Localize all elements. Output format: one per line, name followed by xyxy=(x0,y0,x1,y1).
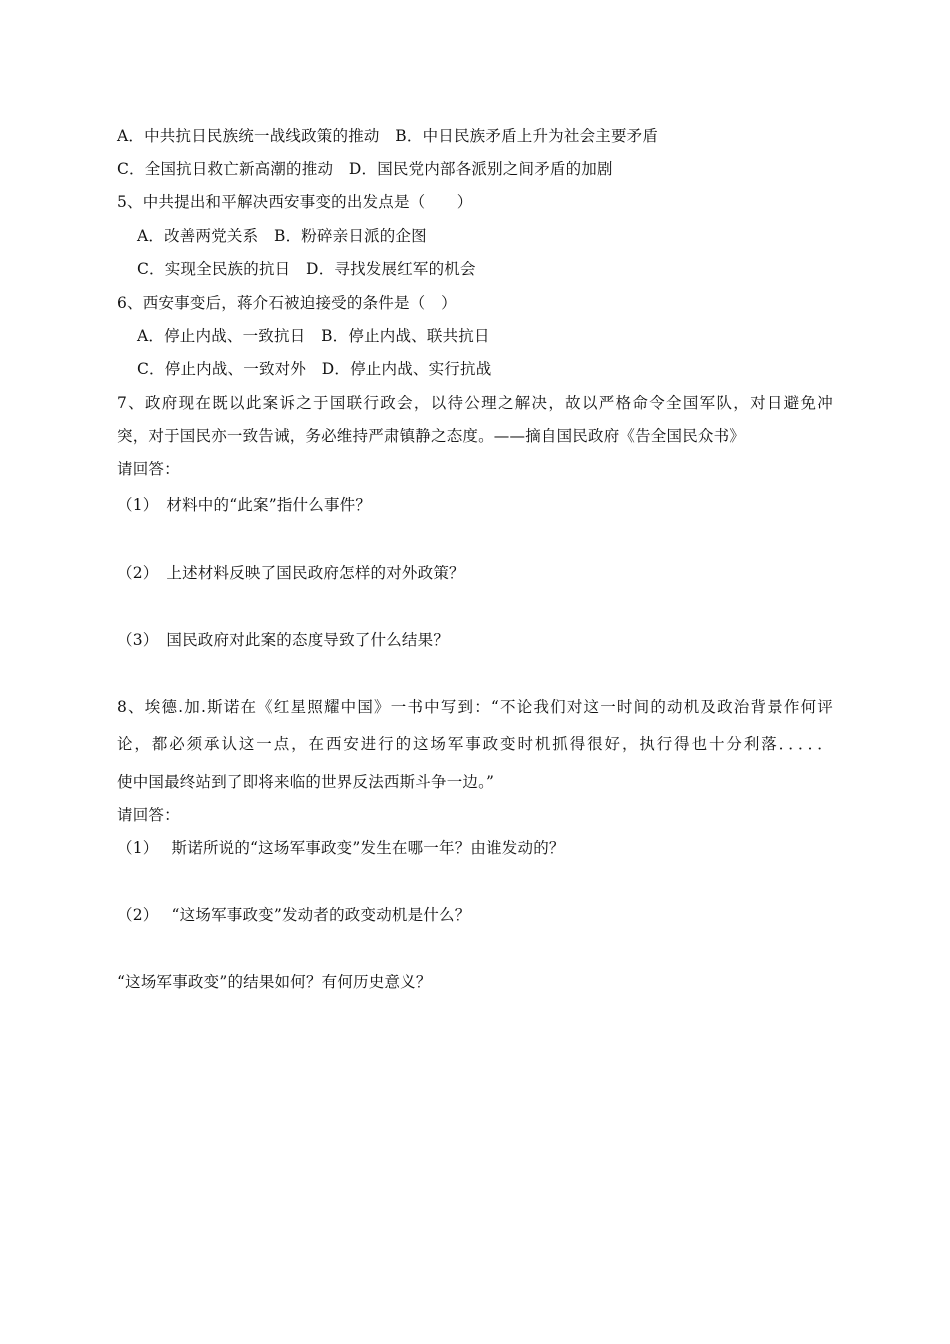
q7-answer-prompt: 请回答： xyxy=(117,460,180,478)
q8-answer-prompt: 请回答： xyxy=(117,806,180,824)
q8-subquestion-3: “这场军事政变”的结果如何？有何历史意义？ xyxy=(117,973,432,991)
q7-material-line-1: 7、政府现在既以此案诉之于国联行政会，以待公理之解决，故以严格命令全国军队，对日避免冲 xyxy=(117,394,833,412)
q6-question: 6、西安事变后，蒋介石被迫接受的条件是（ ） xyxy=(117,294,457,312)
q7-subquestion-3: （3） 国民政府对此案的态度导致了什么结果？ xyxy=(117,631,450,649)
q7-subquestion-2: （2） 上述材料反映了国民政府怎样的对外政策？ xyxy=(117,564,465,582)
q4-option-line-ab: A．中共抗日民族统一战线政策的推动 B．中日民族矛盾上升为社会主要矛盾 xyxy=(117,127,659,145)
q7-subquestion-1: （1） 材料中的“此案”指什么事件？ xyxy=(117,496,372,514)
q7-material-line-2: 突，对于国民亦一致告诫，务必维持严肃镇静之态度。——摘自国民政府《告全国民众书》 xyxy=(117,427,746,445)
q8-material-line-1: 8、埃德.加.斯诺在《红星照耀中国》一书中写到：“不论我们对这一时间的动机及政治背景作何评 xyxy=(117,698,833,716)
q6-option-line-cd: C．停止内战、一致对外 D．停止内战、实行抗战 xyxy=(137,360,492,378)
q8-subquestion-2: （2） “这场军事政变”发动者的政变动机是什么？ xyxy=(117,906,471,924)
q5-option-line-cd: C．实现全民族的抗日 D．寻找发展红军的机会 xyxy=(137,260,476,278)
q5-question: 5、中共提出和平解决西安事变的出发点是（ ） xyxy=(117,193,473,211)
q8-material-line-2: 论，都必须承认这一点，在西安进行的这场军事政变时机抓得很好，执行得也十分利落．．．．． xyxy=(117,735,833,753)
q8-subquestion-1: （1） 斯诺所说的“这场军事政变”发生在哪一年？由谁发动的？ xyxy=(117,839,565,857)
q6-option-line-ab: A．停止内战、一致抗日 B．停止内战、联共抗日 xyxy=(137,327,490,345)
q5-option-line-ab: A．改善两党关系 B．粉碎亲日派的企图 xyxy=(137,227,427,245)
q4-option-line-cd: C．全国抗日救亡新高潮的推动 D．国民党内部各派别之间矛盾的加剧 xyxy=(117,160,613,178)
q8-material-line-3: 使中国最终站到了即将来临的世界反法西斯斗争一边。” xyxy=(117,773,495,791)
